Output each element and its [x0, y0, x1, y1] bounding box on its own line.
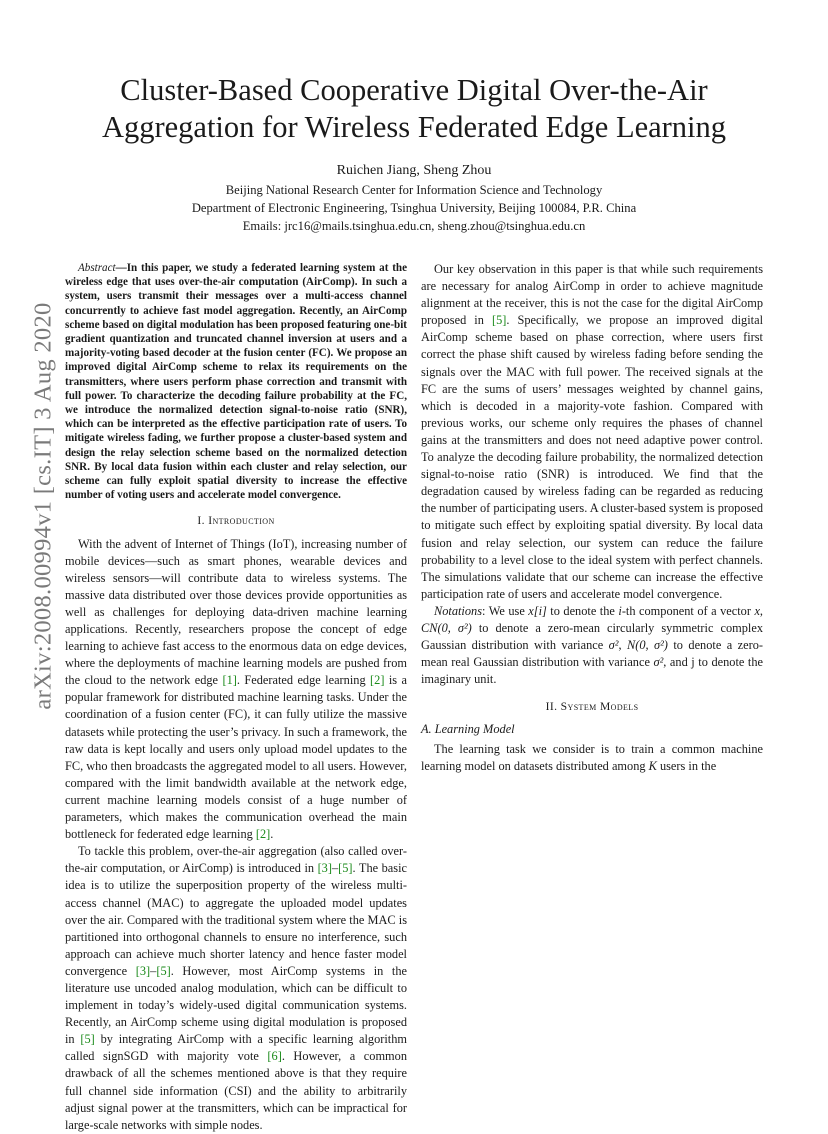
- title-line-1: Cluster-Based Cooperative Digital Over-the-Air: [120, 73, 708, 107]
- right-column: [421, 261, 763, 775]
- intro-p2-continued: . The basic idea is to utilize the superposition property of the wireless multi-access channel (MAC) to aggregate the uploaded model updates over the air. Compared with the traditional system where the MAC is partitioned into orthogonal channels to ensure no interference, such approach can achieve much shorter latency and hence faster model convergence: [65, 861, 407, 978]
- intro-paragraph-2: To tackle this problem, over-the-air aggregation (also called over-the-air computation, or AirComp) is introduced in [3]–[5]. The basic idea is to utilize the superposition property of the wireless multi-access channel (MAC) to aggregate the uploaded model updates over the air. Compared with the traditional system where the MAC is partitioned into orthogonal channels to ensure no interference, such approach can achieve much shorter latency and hence faster model convergence [3]–[5]. However, most AirComp systems in the literature use uncoded analog modulation, which can be difficult to implement in today’s widely-used digital communication systems. Recently, an AirComp scheme using digital modulation is proposed in [5] by integrating AirComp with a specific learning algorithm called signSGD with majority vote [6]. However, a common drawback of all the schemes mentioned above is that they require full channel side information (CSI) and the ability to arbitrarily adjust signal power at the transmitters, which can be impractical for large-scale networks with simple nodes.: [65, 844, 408, 1132]
- section-heading-introduction: I. Introduction: [197, 514, 275, 528]
- author-emails: Emails: jrc16@mails.tsinghua.edu.cn, sheng.zhou@tsinghua.edu.cn: [242, 219, 586, 233]
- citation-link[interactable]: [5]: [338, 861, 353, 876]
- arxiv-stamp: [24, 296, 64, 716]
- abstract: [65, 261, 407, 502]
- citation-link[interactable]: [2]: [370, 673, 385, 688]
- left-column: [65, 261, 407, 1134]
- system-paragraph-1: The learning task we consider is to train a common machine learning model on datasets distributed among K users in the: [421, 741, 763, 773]
- citation-link[interactable]: [3]: [135, 963, 151, 978]
- affiliation-2: Department of Electronic Engineering, Tsinghua University, Beijing 100084, P.R. China: [191, 201, 637, 215]
- citation-link[interactable]: [1]: [222, 673, 237, 688]
- abstract-lead: Abstract: [78, 262, 116, 274]
- arxiv-id: arXiv:2008.00994v1 [cs.IT] 3 Aug 2020: [30, 302, 58, 710]
- notations-paragraph: Notations: We use x[i] to denote the i-th component of a vector x, CN(0, σ²) to denote a zero-mean circularly symmetric complex Gaussian distribution with variance σ², N(0, σ²) to denote a zero-mean real Gaussian distribution with variance σ², and j to denote the imaginary unit.: [421, 603, 764, 687]
- citation-link[interactable]: [6]: [267, 1049, 282, 1064]
- citation-link[interactable]: [2]: [255, 827, 271, 842]
- authors: Ruichen Jiang, Sheng Zhou: [336, 163, 492, 178]
- intro-paragraph-1: With the advent of Internet of Things (IoT), increasing number of mobile devices—such as smart phones, wearable devices and wireless sensors—will contribute data to wireless systems. The massive data distributed over those devices provide opportunities as well as challenges for deploying data-driven machine learning applications. Recently, researchers propose the concept of edge learning to achieve fast access to the enormous data on edge devices, where the deployments of machine learning models are pushed from the cloud to the network edge [1]. Federated edge learning [2] is a popular framework for distributed machine learning tasks. Under the coordination of a fusion center (FC), it can fully utilize the massive datasets while protecting the user’s privacy. In such a framework, the raw data is kept locally and users only upload model updates to the FC, who then broadcasts the aggregated model to all users. However, compared with the limit bandwidth available at the network edge, current machine learning models consist of a huge number of parameters, which makes the communication overhead the main bottleneck for federated edge learning [2].: [65, 536, 407, 842]
- affiliation-1: Beijing National Research Center for Information Science and Technology: [225, 183, 603, 197]
- citation-link[interactable]: [5]: [491, 313, 507, 328]
- citation-link[interactable]: [5]: [156, 963, 171, 978]
- subsection-heading-learning-model: A. Learning Model: [421, 722, 515, 737]
- intro-paragraph-3: Our key observation in this paper is that while such requirements are necessary for analog AirComp in order to achieve magnitude alignment at the receiver, this is not the case for the digital AirComp proposed in [5]. Specifically, we propose an improved digital AirComp scheme based on phase correction, where users first correct the phase shift caused by wireless fading before sending the signals over the MAC with full power. The received signals at the FC are the sums of users’ messages weighted by channel gains, which is decoded in a majority-vote fashion. Compared with previous works, our scheme only requires the phases of channel gains at the transmitters and does not need adaptive power control. To analyze the decoding failure probability, the normalized detection signal-to-noise ratio (SNR) is introduced. We find that the degradation caused by wireless fading can be regarded as reducing the number of participating users. A cluster-based system is proposed to mitigate such effect by exploiting spatial diversity. By local data fusion and relay selection, our system can reduce the failure probability to a level close to the ideal system with perfect channels. The simulations validate that our scheme can increase the effective participation rate of users and accelerate model convergence.: [421, 262, 763, 601]
- paper-title: [40, 72, 788, 146]
- section-heading-system-models: II. System Models: [545, 700, 639, 714]
- citation-link[interactable]: [5]: [80, 1032, 95, 1047]
- abstract-text: —In this paper, we study a federated learning system at the wireless edge that uses over-the-air computation (AirComp). In such a system, users transmit their messages over a multi-access channel concurrently to achieve fast model aggregation. Recently, an AirComp scheme based on digital modulation has been proposed featuring one-bit gradient quantization and truncated channel inversion at users and a majority-voting based decoder at the fusion center (FC). We propose an improved digital AirComp scheme to relax its requirements on the transmitters, where users perform phase correction and transmit with full power. To characterize the decoding failure probability at the FC, we introduce the normalized detection signal-to-noise ratio (SNR), which can be interpreted as the effective participation rate of users. To mitigate wireless fading, we further propose a cluster-based system and design the relay selection scheme based on the normalized detection SNR. By local data fusion within each cluster and relay selection, our scheme can fully exploit spatial diversity to increase the effective number of voting users and accelerate model convergence.: [65, 262, 407, 502]
- citation-link[interactable]: [3]: [317, 861, 332, 876]
- title-line-2: Aggregation for Wireless Federated Edge Learning: [101, 110, 727, 144]
